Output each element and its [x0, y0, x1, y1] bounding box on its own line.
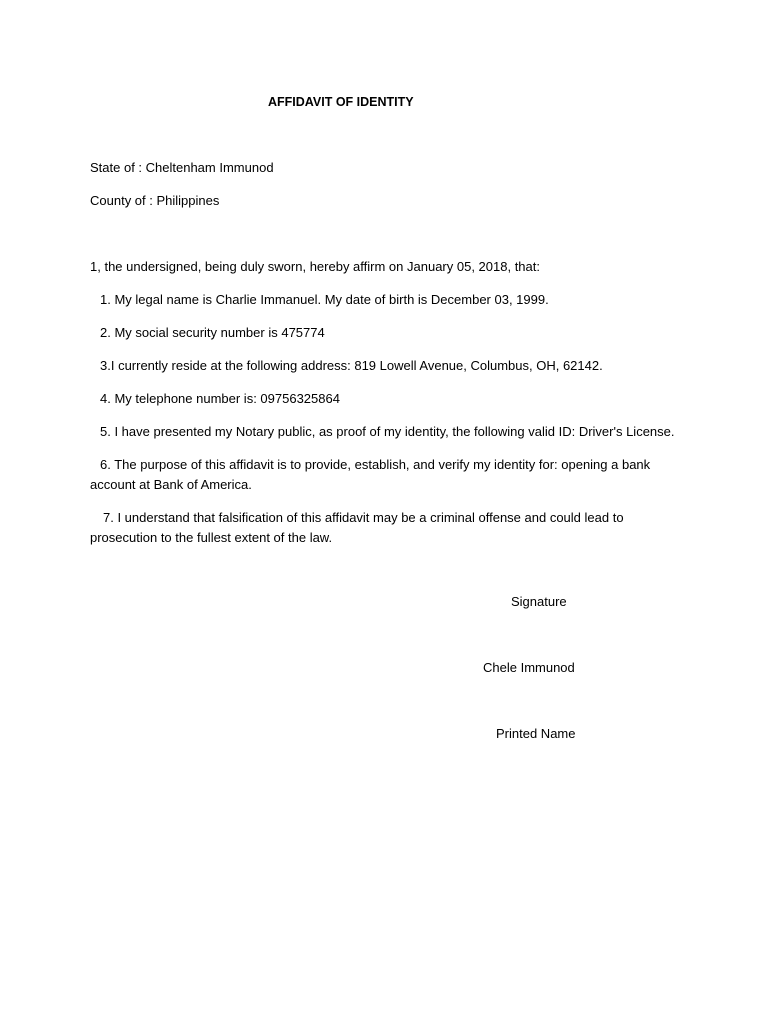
- list-item: 7. I understand that falsification of this affidavit may be a criminal offense and could lead to: [103, 510, 624, 525]
- list-item: 1. My legal name is Charlie Immanuel. My date of birth is December 03, 1999.: [100, 292, 549, 307]
- county-line: County of : Philippines: [90, 193, 220, 208]
- list-item: 4. My telephone number is: 09756325864: [100, 391, 340, 406]
- list-item: 5. I have presented my Notary public, as proof of my identity, the following valid ID: Driver's License.: [100, 424, 675, 439]
- document-title: AFFIDAVIT OF IDENTITY: [268, 95, 414, 109]
- signature-label: Signature: [511, 594, 567, 609]
- list-item-continuation: prosecution to the fullest extent of the law.: [90, 530, 333, 545]
- list-item: 2. My social security number is 475774: [100, 325, 325, 340]
- list-item-continuation: account at Bank of America.: [90, 477, 252, 492]
- signer-name: Chele Immunod: [483, 660, 575, 675]
- list-item: 6. The purpose of this affidavit is to provide, establish, and verify my identity for: opening a bank: [100, 457, 651, 472]
- affirmation-intro: 1, the undersigned, being duly sworn, hereby affirm on January 05, 2018, that:: [90, 259, 540, 274]
- state-line: State of : Cheltenham Immunod: [90, 160, 274, 175]
- printed-name-label: Printed Name: [496, 726, 576, 741]
- list-item: 3.I currently reside at the following address: 819 Lowell Avenue, Columbus, OH, 62142.: [100, 358, 603, 373]
